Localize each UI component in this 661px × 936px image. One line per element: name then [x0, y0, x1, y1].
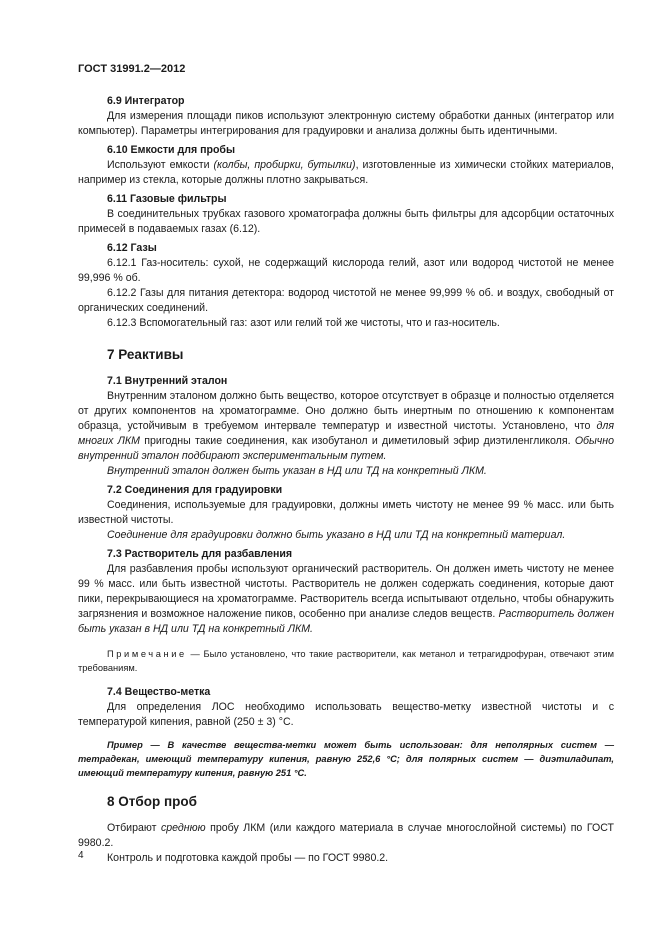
section-7-3-heading: 7.3 Растворитель для разбавления	[107, 548, 293, 560]
section-7-3-note: Примечание — Было установлено, что такие растворители, как метанол и тетрагидрофуран, отвечают этим требованиям.	[78, 649, 614, 673]
section-7-heading: 7 Реактивы	[107, 347, 184, 362]
section-6-11-text: В соединительных трубках газового хроматографа должны быть фильтры для адсорбции остаточных примесей в подаваемых газах (6.12).	[78, 208, 614, 235]
section-6-10-heading: 6.10 Емкости для пробы	[107, 144, 236, 156]
section-6-12-heading: 6.12 Газы	[107, 242, 157, 254]
section-7-2-heading: 7.2 Соединения для градуировки	[107, 484, 283, 496]
section-6-12-1-text: 6.12.1 Газ-носитель: сухой, не содержащий кислорода гелий, азот или водород чистотой не менее 99,996 % об.	[78, 257, 614, 284]
section-8-text-2: Контроль и подготовка каждой пробы — по ГОСТ 9980.2.	[107, 852, 389, 864]
section-7-4-text: Для определения ЛОС необходимо использовать вещество-метку известной чистоты и с температурой кипения, равной (250 ± 3) °С.	[78, 701, 614, 728]
section-7-2-note: Соединение для градуировки должно быть указано в НД или ТД на конкретный материал.	[107, 529, 566, 541]
section-6-11-heading: 6.11 Газовые фильтры	[107, 193, 227, 205]
document-header: ГОСТ 31991.2—2012	[78, 63, 186, 75]
section-6-9-text: Для измерения площади пиков используют электронную систему обработки данных (интегратор или компьютер). Параметры интегрирования для градуировки и анализа должны быть идентичными.	[78, 110, 614, 137]
section-6-12-2-text: 6.12.2 Газы для питания детектора: водород чистотой не менее 99,999 % об. и воздух, свободный от органических соединений.	[78, 287, 614, 314]
section-6-10-text: Используют емкости (колбы, пробирки, бутылки), изготовленные из химически стойких материалов, например из стекла, которые должны плотно закрываться.	[78, 159, 614, 186]
section-6-12-3-text: 6.12.3 Вспомогательный газ: азот или гелий той же чистоты, что и газ-носитель.	[107, 317, 500, 329]
section-7-2-text: Соединения, используемые для градуировки, должны иметь чистоту не менее 99 % масс. или быть известной чистоты.	[78, 499, 614, 526]
section-8-heading: 8 Отбор проб	[107, 794, 197, 809]
section-7-4-heading: 7.4 Вещество-метка	[107, 686, 211, 698]
section-7-3-text: Для разбавления пробы используют органический растворитель. Он должен иметь чистоту не менее 99 % масс. или быть известной чистоты. Растворитель не должен содержать соединения, которые дают пики, перекрывающиеся на хроматограмме. Растворитель всегда испытывают отдельно, чтобы обнаружить загрязнения и возможное наложение пиков, особенно при анализе следов веществ. Растворитель должен быть указан в НД или ТД на конкретный ЛКМ.	[78, 563, 615, 635]
section-7-1-heading: 7.1 Внутренний эталон	[107, 375, 228, 387]
section-7-4-example: Пример — В качестве вещества-метки может быть использован: для неполярных систем — тетрадекан, имеющий температуру кипения, равную 252,6 °С; для полярных систем — диэтиладипат, имеющий температуру кипения, равную 251 °С.	[78, 740, 614, 778]
document-page	[78, 62, 614, 866]
section-7-1-text: Внутренним эталоном должно быть вещество, которое отсутствует в образце и полностью отделяется от других компонентов на хроматограмме. Оно должно быть инертным по отношению к компонентам образца, устойчивым в требуемом интервале температур и известной чистоты. Установлено, что для многих ЛКМ пригодны такие соединения, как изобутанол и диметиловый эфир диэтиленгликоля. Обычно внутренний эталон подбирают экспериментальным путем.	[78, 390, 615, 462]
page-number: 4	[78, 850, 84, 861]
section-7-1-note: Внутренний эталон должен быть указан в НД или ТД на конкретный ЛКМ.	[107, 465, 487, 477]
section-8-text: Отбирают среднюю пробу ЛКМ (или каждого материала в случае многослойной системы) по ГОСТ 9980.2.	[78, 822, 615, 849]
section-6-9-heading: 6.9 Интегратор	[107, 95, 185, 107]
